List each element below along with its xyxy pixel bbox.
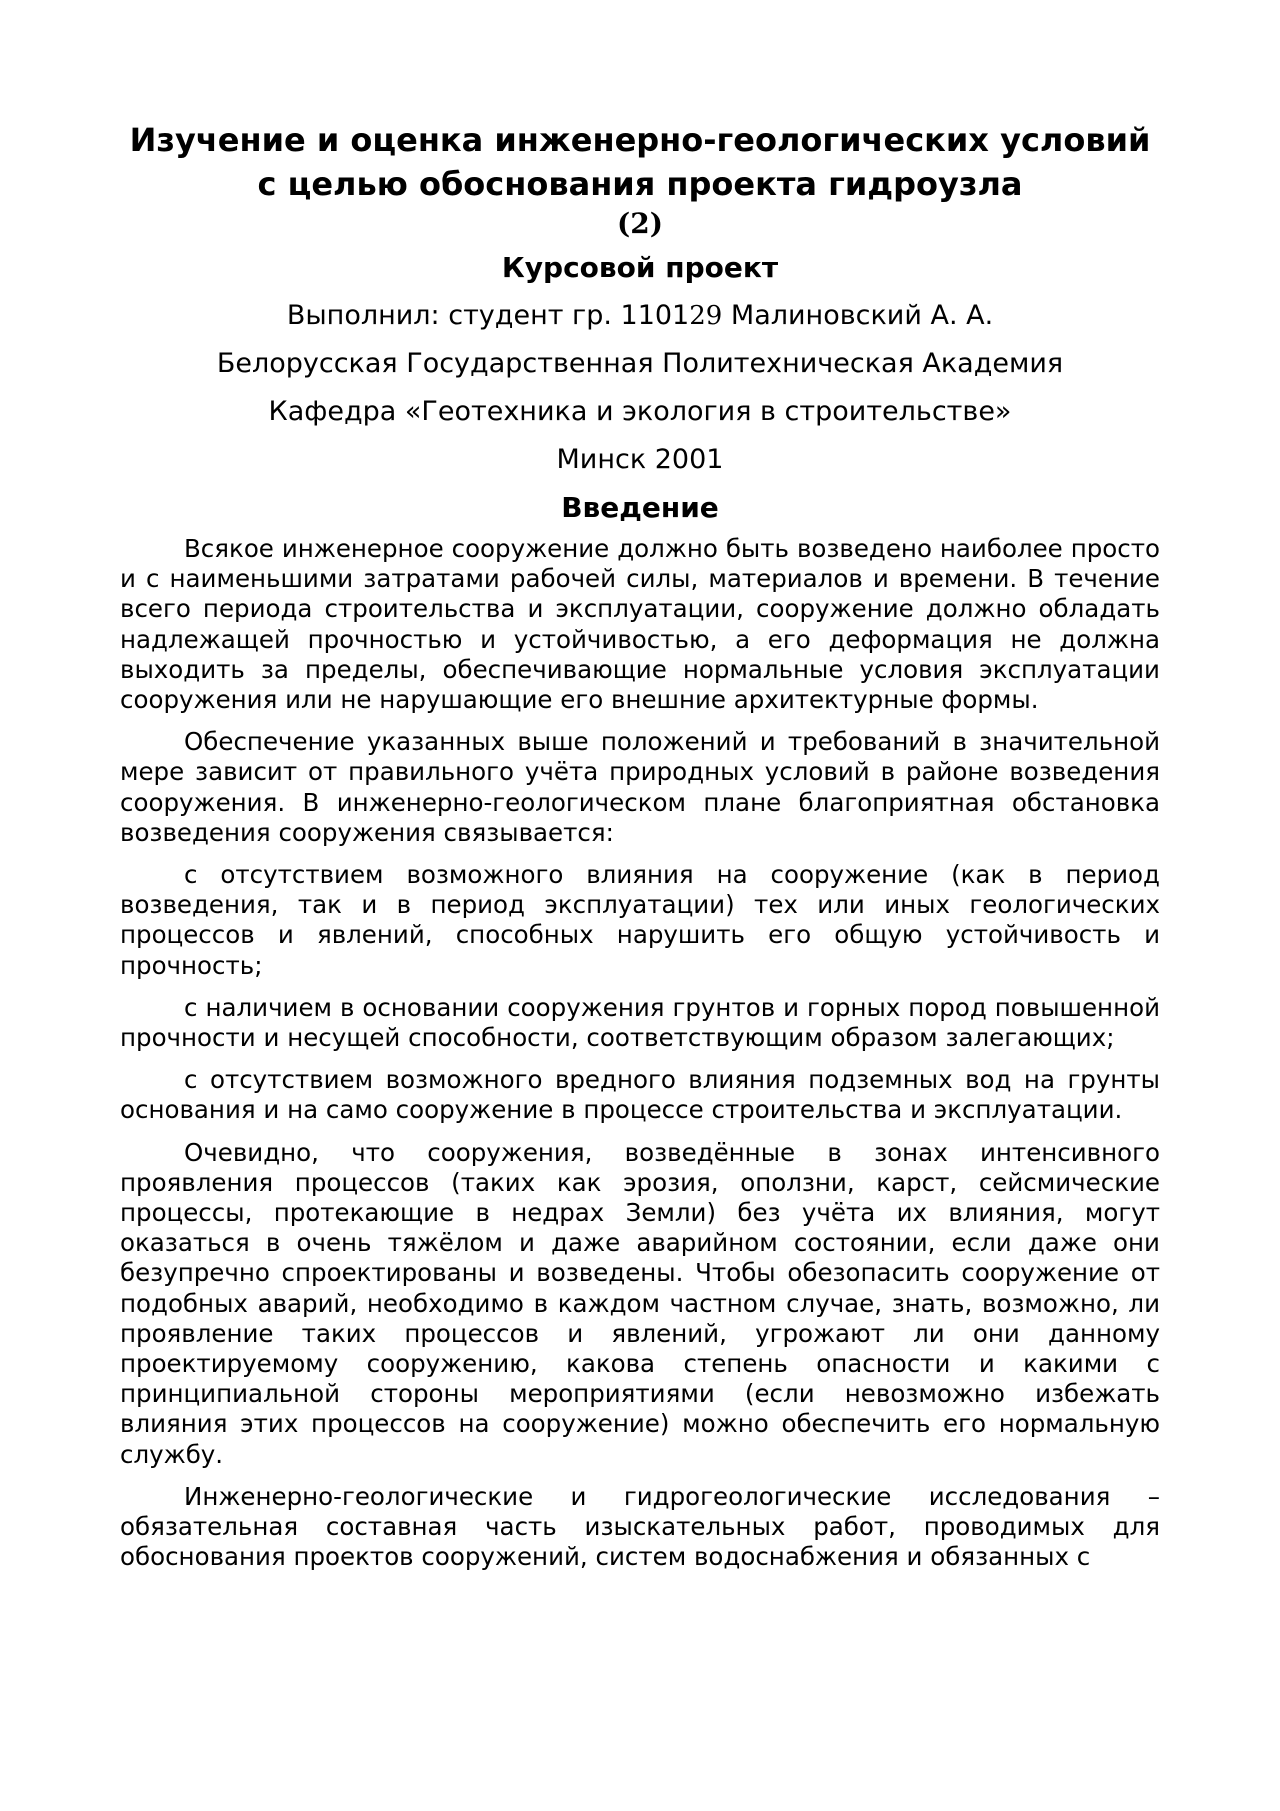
section-heading-introduction: Введение	[561, 491, 719, 524]
institution-line: Белорусская Государственная Политехническая Академия	[216, 348, 1064, 379]
document-title-number: (2)	[617, 207, 663, 240]
list-item-paragraph: с отсутствием возможного влияния на сооружение (как в период возведения, так и в период эксплуатации) тех или иных геологических процессов и явлений, способных нарушить его общую устойчивость и прочность;	[120, 860, 1160, 980]
paragraph: Обеспечение указанных выше положений и требований в значительной мере зависит от правильного учёта природных условий в районе возведения сооружения. В инженерно-геологическом плане благоприятная обстановка возведения сооружения связывается:	[120, 727, 1160, 847]
author-line	[120, 296, 1160, 336]
author-prefix: Выполнил: студент гр. 1101	[286, 300, 690, 331]
document-subtitle: Курсовой проект	[501, 251, 779, 284]
paragraph: Инженерно-геологические и гидрогеологические исследования – обязательная составная часть изыскательных работ, проводимых для обоснования проектов сооружений, систем водоснабжения и обязанных с	[120, 1481, 1160, 1572]
department-line: Кафедра «Геотехника и экология в строительстве»	[268, 396, 1012, 427]
city-year-line: Минск 2001	[556, 444, 724, 475]
paragraph: Очевидно, что сооружения, возведённые в зонах интенсивного проявления процессов (таких как эрозия, оползни, карст, сейсмические процессы, протекающие в недрах Земли) без учёта их влияния, могут оказаться в очень тяжёлом и даже аварийном состоянии, если даже они безупречно спроектированы и возведены. Чтобы обезопасить сооружение от подобных аварий, необходимо в каждом частном случае, знать, возможно, ли проявление таких процессов и явлений, угрожают ли они данному проектируемому сооружению, какова степень опасности и какими с принципиальной стороны мероприятиями (если невозможно избежать влияния этих процессов на сооружение) можно обеспечить его нормальную службу.	[120, 1137, 1160, 1469]
document-content	[120, 118, 1160, 1585]
author-group-suffix: 29	[689, 301, 723, 331]
document-title: Изучение и оценка инженерно-геологических условий с целью обоснования проекта гидроузла	[129, 121, 1151, 203]
author-name: Малиновский А. А.	[722, 300, 994, 331]
list-item-paragraph: с отсутствием возможного вредного влияния подземных вод на грунты основания и на само сооружение в процессе строительства и эксплуатации.	[120, 1065, 1160, 1125]
paragraph: Всякое инженерное сооружение должно быть возведено наиболее просто и с наименьшими затратами рабочей силы, материалов и времени. В течение всего периода строительства и эксплуатации, сооружение должно обладать надлежащей прочностью и устойчивостью, а его деформация не должна выходить за пределы, обеспечивающие нормальные условия эксплуатации сооружения или не нарушающие его внешние архитектурные формы.	[120, 534, 1160, 715]
list-item-paragraph: с наличием в основании сооружения грунтов и горных пород повышенной прочности и несущей способности, соответствующим образом залегающих;	[120, 992, 1160, 1053]
